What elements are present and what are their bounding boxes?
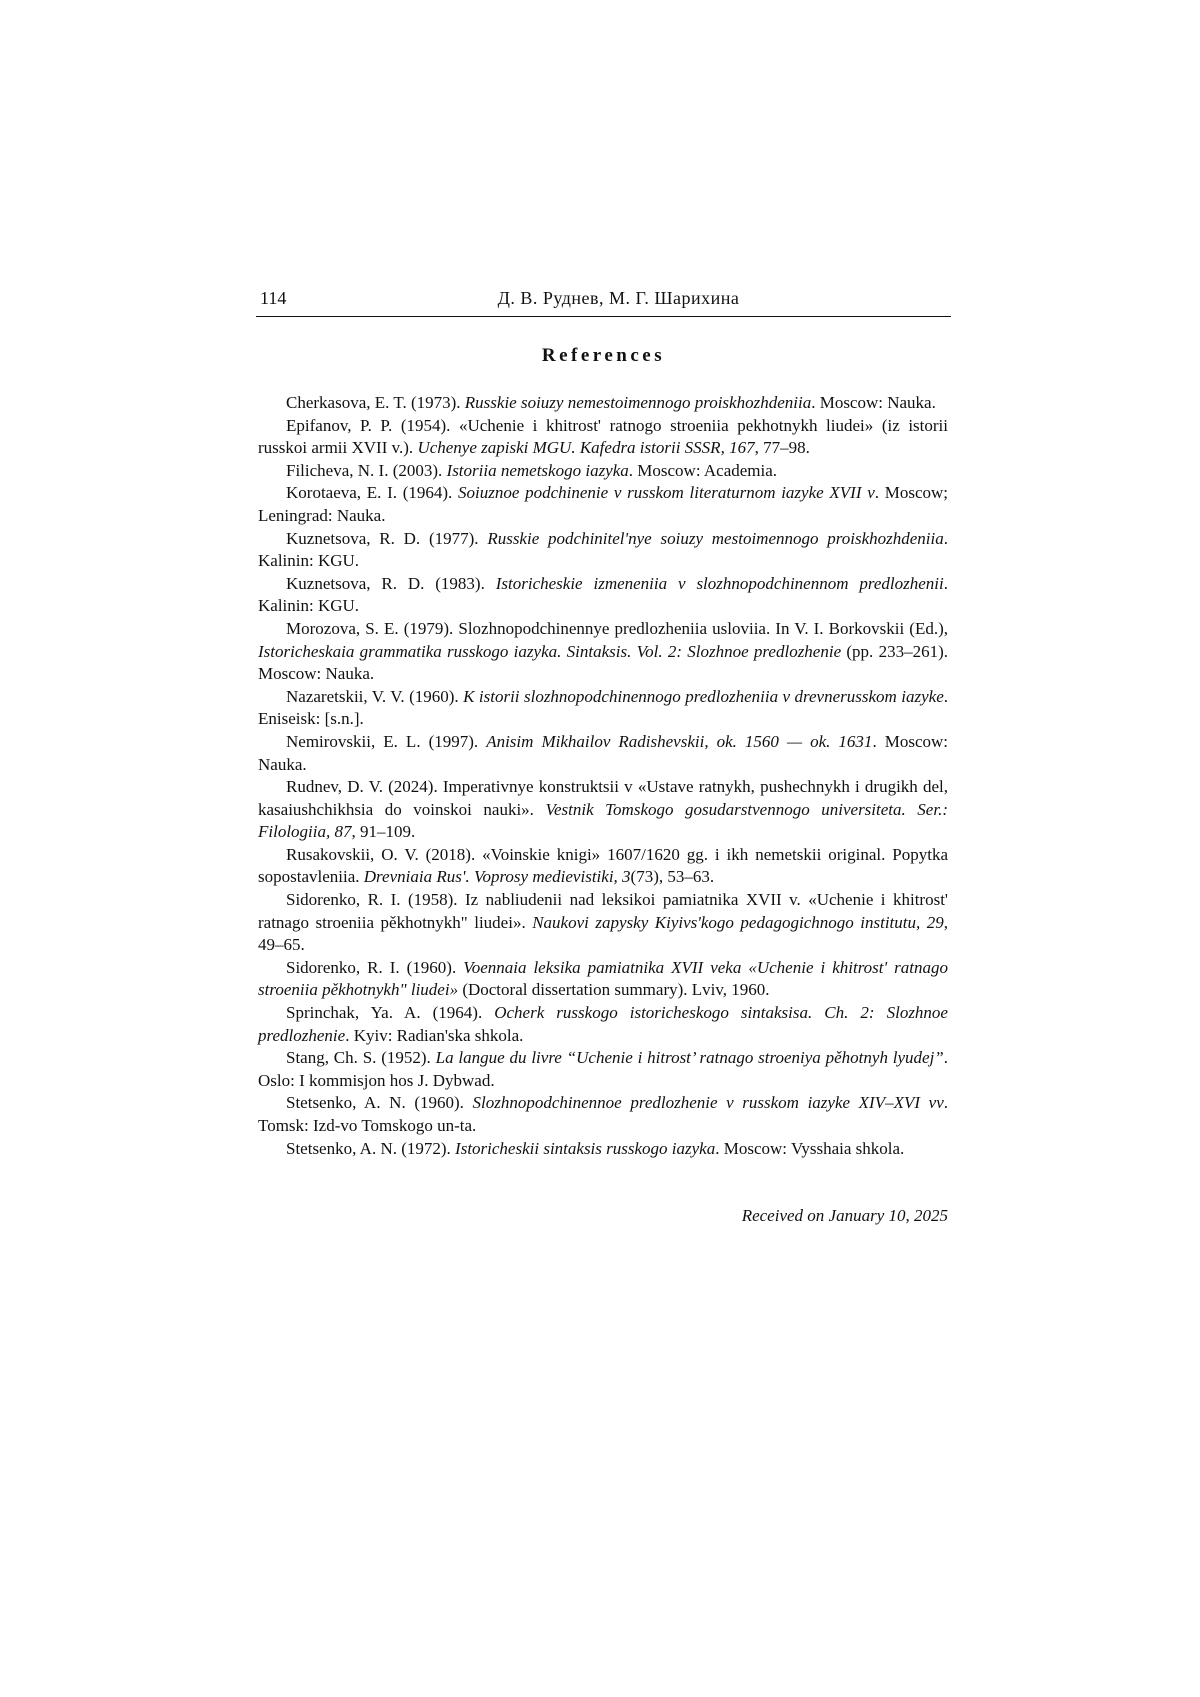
reference-title: Soiuznoe podchinenie v russkom literaturnom iazyke XVII v — [458, 483, 875, 503]
reference-text: Rudnev, D. V. (2024). Imperativnye konstruktsii v «Ustave ratnykh, pushechnykh i drugikh del, kasaiushchikhsia do voinskoi nauki». — [258, 777, 948, 819]
reference-title: Istoriia nemetskogo iazyka — [446, 460, 629, 480]
reference-publication: , 77–98. — [754, 438, 810, 458]
reference-title: La langue du livre “Uchenie i hitrost’ ratnago stroeniya pěhotnyh lyudej” — [435, 1048, 944, 1068]
reference-title: Russkie soiuzy nemestoimennogo proiskhozhdeniia — [464, 393, 812, 412]
reference-publication: . Moscow: Academia. — [628, 460, 778, 480]
reference-text: Sprinchak, Ya. A. (1964). — [286, 1003, 495, 1023]
reference-title: Slozhnopodchinennoe predlozhenie v russkom iazyke XIV–XVI vv — [472, 1093, 944, 1113]
reference-item — [258, 776, 948, 844]
reference-item — [258, 957, 948, 1002]
reference-text: Morozova, S. E. (1979). Slozhnopodchinennye predlozheniia usloviia. In V. I. Borkovskii (Ed.), — [286, 618, 948, 638]
reference-publication: (Doctoral dissertation summary). Lviv, 1960. — [458, 980, 770, 1000]
reference-item — [258, 844, 948, 889]
reference-item — [258, 1092, 948, 1137]
reference-title: Istoricheskii sintaksis russkogo iazyka — [455, 1138, 716, 1158]
reference-publication: . Moscow; Leningrad: Nauka. — [258, 483, 948, 525]
reference-title: Vestnik Tomskogo gosudarstvennogo universiteta. Ser.: Filologiia, 87 — [258, 799, 948, 842]
reference-item — [258, 889, 948, 957]
reference-text: Kuznetsova, R. D. (1983). — [286, 573, 496, 593]
reference-item — [258, 1138, 948, 1161]
reference-title: K istorii slozhnopodchinennogo predlozheniia v drevnerusskom iazyke — [463, 686, 944, 706]
reference-text: Nemirovskii, E. L. (1997). — [286, 731, 487, 751]
reference-publication: . Moscow: Nauka. — [258, 731, 948, 774]
reference-publication: . Kyiv: Radian'ska shkola. — [345, 1025, 524, 1045]
reference-text: Epifanov, P. P. (1954). «Uchenie i khitrost' ratnogo stroeniia pekhotnykh liudei» (iz istorii russkoi armii XVII v.). — [258, 415, 948, 458]
references-list — [258, 392, 948, 1160]
reference-publication: (73), 53–63. — [630, 867, 715, 887]
reference-text: Stetsenko, A. N. (1972). — [286, 1138, 456, 1158]
reference-item — [258, 460, 948, 483]
reference-title: Voennaia leksika pamiatnika XVII veka «Uchenie i khitrost' ratnago stroeniia pěkhotnykh" liudei» — [258, 957, 948, 1000]
reference-text: Rusakovskii, O. V. (2018). «Voinskie knigi» 1607/1620 gg. i ikh nemetskii original. Popytka sopostavleniia. — [258, 844, 948, 887]
reference-publication: . Eniseisk: [s.n.]. — [258, 686, 948, 729]
reference-text: Korotaeva, E. I. (1964). — [286, 483, 459, 503]
reference-title: Russkie podchinitel'nye soiuzy mestoimennogo proiskhozhdeniia — [487, 528, 944, 548]
reference-title: Ocherk russkogo istoricheskogo sintaksisa. Ch. 2: Slozhnoe predlozhenie — [258, 1003, 948, 1045]
reference-text: Nazaretskii, V. V. (1960). — [286, 686, 464, 706]
page-header — [256, 286, 951, 317]
reference-title: Uchenye zapiski MGU. Kafedra istorii SSSR, 167 — [417, 438, 755, 458]
reference-item — [258, 618, 948, 686]
reference-publication: . Oslo: I kommisjon hos J. Dybwad. — [258, 1048, 949, 1090]
reference-text: Filicheva, N. I. (2003). — [286, 460, 447, 480]
reference-item — [258, 1002, 948, 1047]
reference-text: Sidorenko, R. I. (1958). Iz nabliudenii nad leksikoi pamiatnika XVII v. «Uchenie i khitrost' ratnago stroeniia pěkhotnykh" liudei». — [258, 890, 948, 932]
reference-publication: . Tomsk: Izd-vo Tomskogo un-ta. — [258, 1093, 948, 1135]
reference-item — [258, 415, 948, 460]
reference-title: Istoricheskaia grammatika russkogo iazyka. Sintaksis. Vol. 2: Slozhnoe predlozhenie — [258, 641, 842, 661]
reference-text: Cherkasova, E. T. (1973). — [286, 393, 465, 412]
reference-item — [258, 686, 948, 731]
page-number: 114 — [260, 288, 287, 308]
reference-title: Drevniaia Rus'. Voprosy medievistiki, 3 — [363, 867, 631, 887]
reference-item — [258, 392, 948, 415]
reference-text: Kuznetsova, R. D. (1977). — [286, 528, 488, 548]
section-title: References — [541, 345, 666, 366]
reference-publication: . Moscow: Vysshaia shkola. — [715, 1138, 905, 1158]
reference-text: Sidorenko, R. I. (1960). — [286, 957, 464, 977]
received-date: Received on January 10, 2025 — [741, 1206, 948, 1225]
reference-publication: . Kalinin: KGU. — [258, 573, 948, 616]
reference-publication: (pp. 233–261). Moscow: Nauka. — [258, 641, 948, 684]
running-head: Д. В. Руднев, М. Г. Шарихина — [497, 288, 740, 308]
reference-publication: . Moscow: Nauka. — [811, 393, 936, 412]
reference-title: Istoricheskie izmeneniia v slozhnopodchinennom predlozhenii — [495, 573, 944, 593]
reference-item — [258, 573, 948, 618]
reference-item — [258, 482, 948, 527]
reference-text: Stetsenko, A. N. (1960). — [286, 1093, 473, 1113]
reference-item — [258, 528, 948, 573]
reference-title: Naukovi zapysky Kiyivs'kogo pedagogichnogo institutu, 29 — [532, 912, 944, 932]
reference-publication: , 91–109. — [351, 822, 416, 842]
reference-publication: , 49–65. — [258, 912, 948, 955]
reference-text: Stang, Ch. S. (1952). — [286, 1048, 436, 1068]
reference-publication: . Kalinin: KGU. — [258, 528, 948, 571]
reference-item — [258, 1047, 948, 1092]
reference-title: Anisim Mikhailov Radishevskii, ok. 1560 — ok. 1631 — [486, 731, 873, 751]
reference-item — [258, 731, 948, 776]
